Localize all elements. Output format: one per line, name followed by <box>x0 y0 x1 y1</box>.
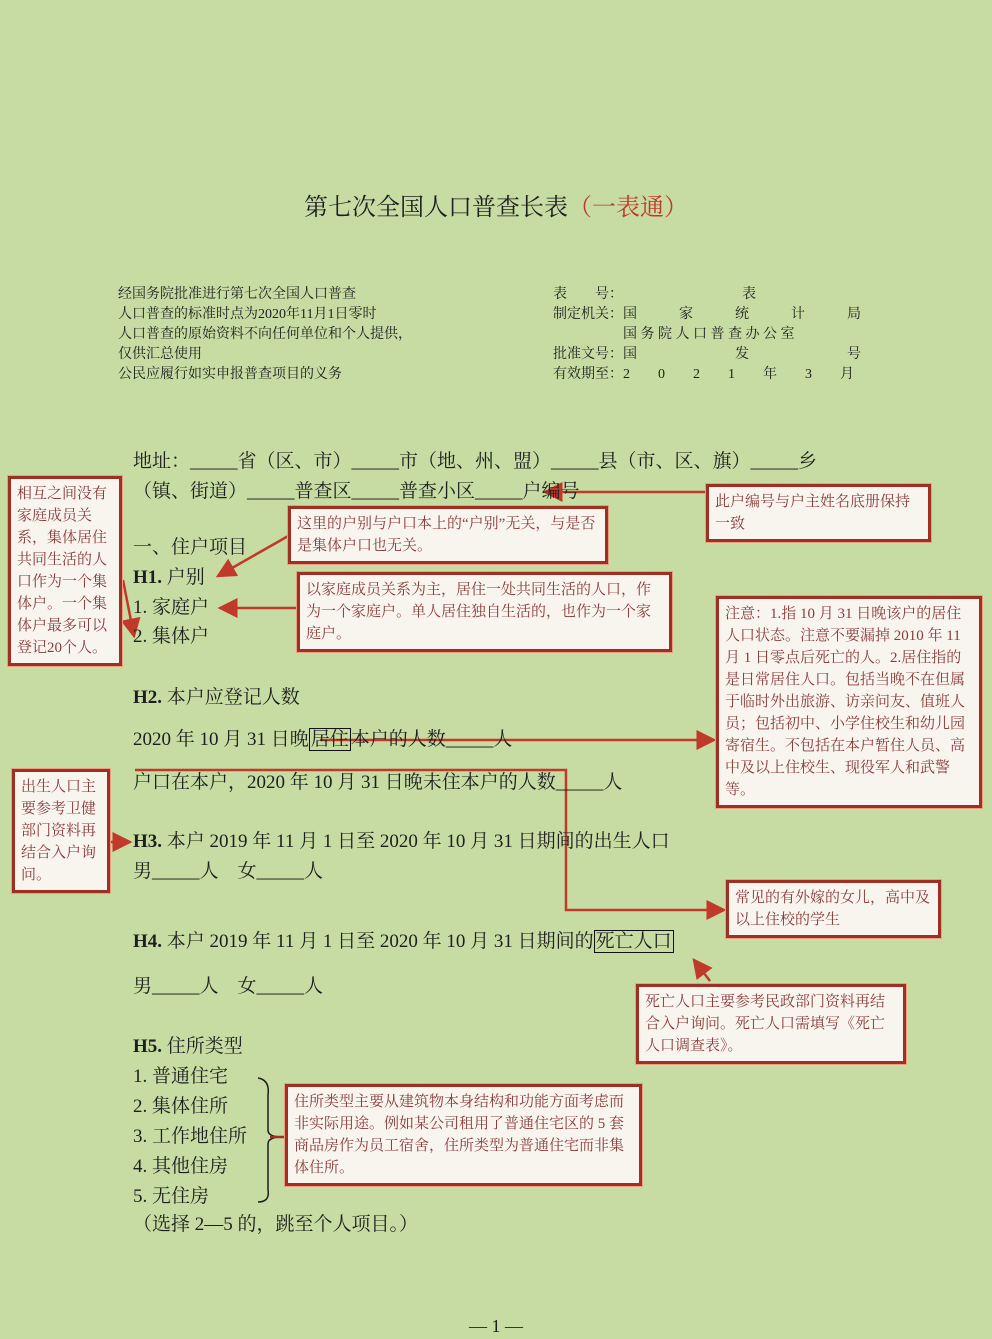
header-right-line: 表 号： 表 <box>553 287 756 302</box>
arrow-death <box>694 960 710 981</box>
h1-question <box>133 566 205 590</box>
h5-option: 1. 普通住宅 <box>133 1066 229 1087</box>
title-suffix: （一表通） <box>568 195 688 221</box>
h2-line-1 <box>133 728 512 752</box>
h1-code: H1. <box>133 567 163 588</box>
h2-boxed-term: 居住 <box>310 729 349 750</box>
h1-label: 户别 <box>166 567 205 588</box>
h2-line1-post: 本户的人数_____人 <box>350 729 513 750</box>
header-right-line: 有效期至：2 0 2 1 年 3 月 <box>553 367 854 382</box>
annotation-household-number: 此户编号与户主姓名底册保持一致 <box>706 484 931 542</box>
annotation-family-household: 以家庭成员关系为主，居住一处共同生活的人口，作为一个家庭户。单人居住独自生活的，也作为一个家庭户。 <box>297 572 672 652</box>
annotation-birth: 出生人口主要参考卫健部门资料再结合入户询问。 <box>12 769 110 893</box>
h1-option: 2. 集体户 <box>133 626 210 647</box>
h2-question <box>133 686 300 710</box>
h5-question <box>133 1035 243 1059</box>
header-left-line: 经国务院批准进行第七次全国人口普查 <box>118 287 356 302</box>
section-heading: 一、住户项目 <box>133 537 248 558</box>
title-main: 第七次全国人口普查长表 <box>304 195 568 221</box>
h4-label: 本户 2019 年 11 月 1 日至 2020 年 10 月 31 日期间的 <box>166 931 594 952</box>
h2-code: H2. <box>133 687 163 708</box>
h5-option: 5. 无住房 <box>133 1186 210 1207</box>
address-line-2: （镇、街道）_____普查区_____普查小区_____户编号 <box>133 481 580 502</box>
h3-code: H3. <box>133 831 163 852</box>
header-left-line: 人口普查的标准时点为2020年11月1日零时 <box>118 307 377 322</box>
annotation-collective-household: 相互之间没有家庭成员关系，集体居住共同生活的人口作为一个集体户。一个集体户最多可以登记20个人。 <box>8 476 122 666</box>
address-line-1: 地址：_____省（区、市）_____市（地、州、盟）_____县（市、区、旗）_____乡 <box>133 451 818 472</box>
h2-line-2: 户口在本户，2020 年 10 月 31 日晚未住本户的人数_____人 <box>133 772 623 793</box>
h4-code: H4. <box>133 931 163 952</box>
h3-label: 本户 2019 年 11 月 1 日至 2020 年 10 月 31 日期间的出生人口 <box>166 831 670 852</box>
header-left-line: 仅供汇总使用 <box>118 347 202 362</box>
h5-skip-note: （选择 2—5 的，跳至个人项目。） <box>133 1214 419 1235</box>
header-left-line: 人口普查的原始资料不向任何单位和个人提供， <box>118 327 412 342</box>
annotation-death: 死亡人口主要参考民政部门资料再结合入户询问。死亡人口需填写《死亡人口调查表》。 <box>636 984 906 1064</box>
annotation-absent-residents: 常见的有外嫁的女儿，高中及以上住校的学生 <box>726 880 941 938</box>
header-right-line: 国 务 院 人 口 普 查 办 公 室 <box>553 327 795 342</box>
h3-question <box>133 830 670 854</box>
h5-option: 3. 工作地住所 <box>133 1126 248 1147</box>
h5-option: 4. 其他住房 <box>133 1156 229 1177</box>
page-number: — 1 — <box>469 1316 523 1336</box>
page-title <box>0 187 992 222</box>
h4-boxed-term: 死亡人口 <box>595 931 672 952</box>
h4-line: 男_____人 女_____人 <box>133 976 324 997</box>
h5-option: 2. 集体住所 <box>133 1096 229 1117</box>
h4-question <box>133 930 674 954</box>
annotation-attention: 注意：1.指 10 月 31 日晚该户的居住人口状态。注意不要漏掉 2010 年 11 月 1 日零点后死亡的人。2.居住指的是日常居住人口。包括当晚不在但属于临时外出旅游、访亲问友、值班人员；包括初中、小学住校生和幼儿园寄宿生。不包括在本户暂住人员、高中及以上住校生、现役军人和武警等。 <box>716 596 982 808</box>
annotation-residence-type: 住所类型主要从建筑物本身结构和功能方面考虑而非实际用途。例如某公司租用了普通住宅区的 5 套商品房作为员工宿舍，住所类型为普通住宅而非集体住所。 <box>285 1084 642 1186</box>
header-right-line: 制定机关：国 家 统 计 局 <box>553 307 861 322</box>
h2-line1-pre: 2020 年 10 月 31 日晚 <box>133 729 309 750</box>
h5-label: 住所类型 <box>166 1036 243 1057</box>
h2-label: 本户应登记人数 <box>166 687 300 708</box>
header-left-line: 公民应履行如实申报普查项目的义务 <box>118 367 342 382</box>
annotation-household-type: 这里的户别与户口本上的“户别”无关，与是否是集体户口也无关。 <box>288 506 608 564</box>
h3-line: 男_____人 女_____人 <box>133 861 324 882</box>
brace <box>258 1078 282 1202</box>
h5-code: H5. <box>133 1036 163 1057</box>
h1-option: 1. 家庭户 <box>133 597 210 618</box>
header-right-line: 批准文号：国 发 号 <box>553 347 861 362</box>
